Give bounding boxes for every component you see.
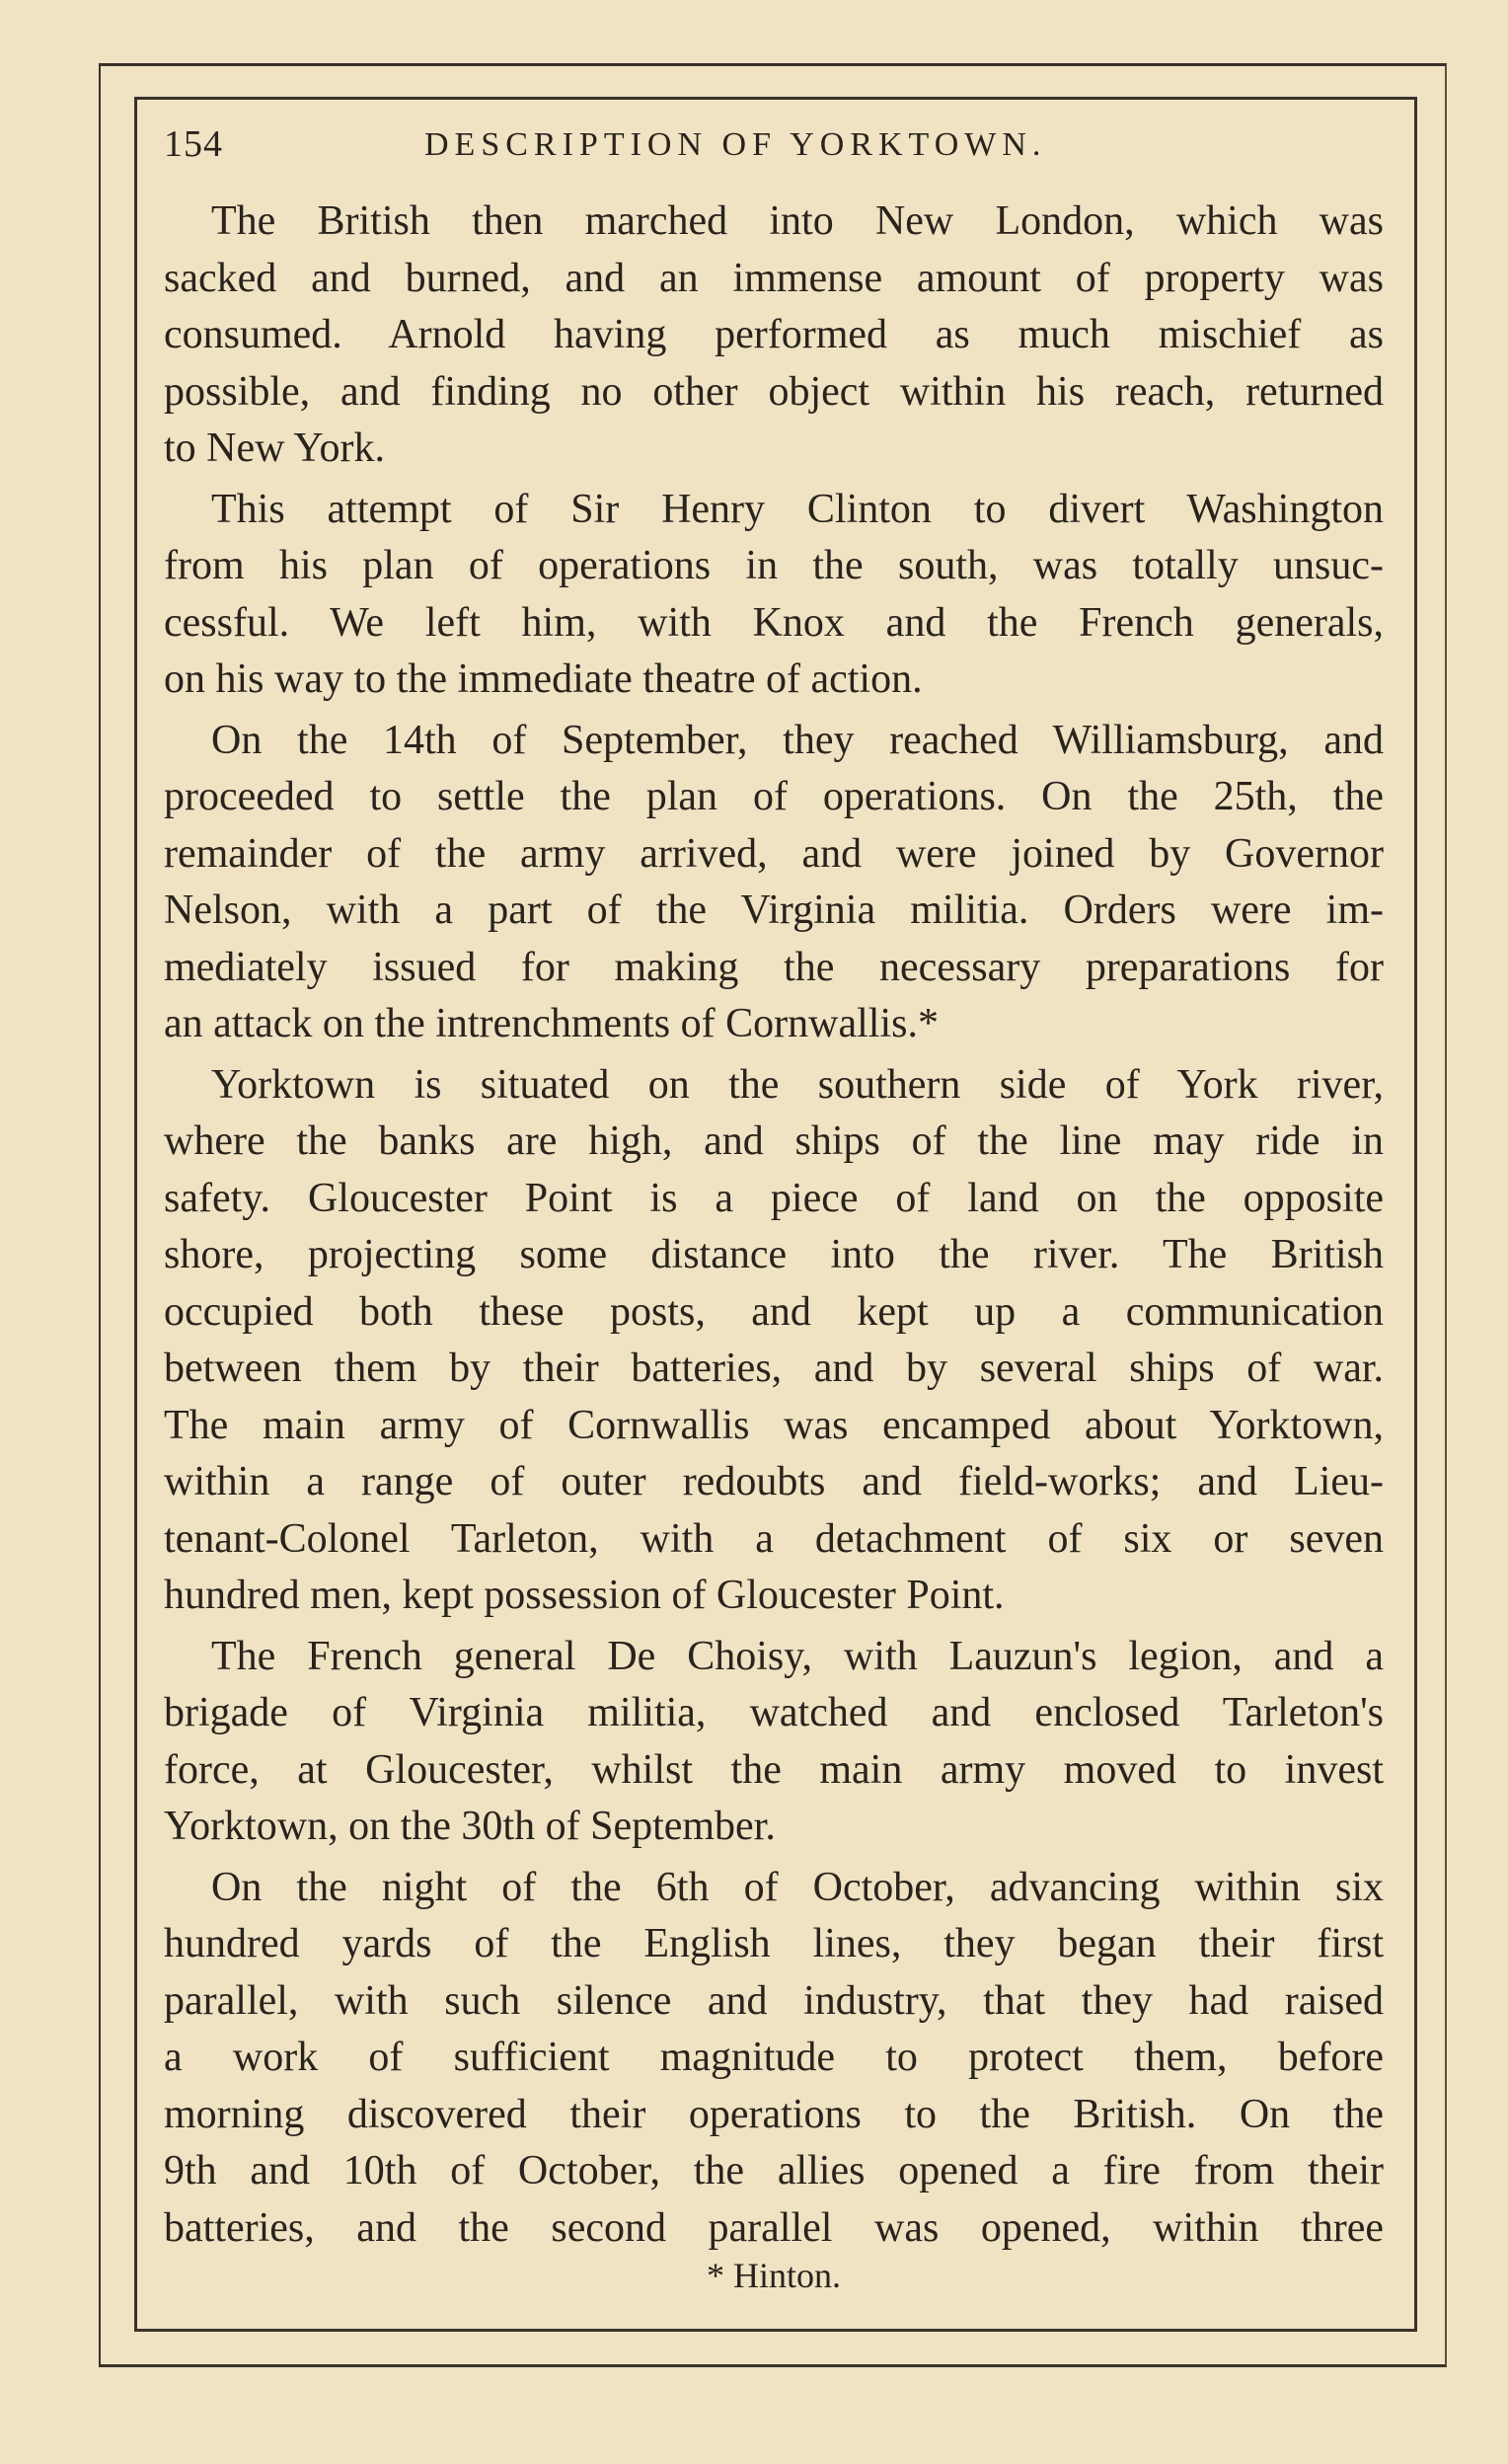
text-line: consumed. Arnold having performed as much mischief as	[164, 312, 1384, 357]
text-line: brigade of Virginia militia, watched and enclosed Tarleton's	[164, 1690, 1384, 1735]
text-line: parallel, with such silence and industry, that they had raised	[164, 1977, 1384, 2024]
page-header	[164, 122, 1384, 182]
text-line: on his way to the immediate theatre of action.	[164, 656, 923, 702]
text-line: tenant-Colonel Tarleton, with a detachment of six or seven	[164, 1515, 1384, 1562]
text-line: Yorktown, on the 30th of September.	[164, 1804, 776, 1849]
text-line: from his plan of operations in the south, was totally unsuc-	[164, 543, 1384, 588]
text-line: where the banks are high, and ships of the line may ride in	[164, 1118, 1384, 1164]
paragraph	[164, 193, 1384, 478]
text-line: proceeded to settle the plan of operations. On the 25th, the	[164, 774, 1384, 819]
text-line: a work of sufficient magnitude to protect them, before	[164, 2035, 1384, 2080]
paragraph	[164, 713, 1384, 1053]
text-line: The British then marched into New London, which was	[211, 198, 1384, 244]
text-line: The French general De Choisy, with Lauzun's legion, and a	[211, 1633, 1384, 1679]
text-line: between them by their batteries, and by several ships of war.	[164, 1346, 1384, 1391]
text-line: On the 14th of September, they reached Williamsburg, and	[211, 717, 1384, 763]
text-line: The main army of Cornwallis was encamped about Yorktown,	[164, 1402, 1384, 1448]
text-line: On the night of the 6th of October, advancing within six	[211, 1864, 1384, 1910]
text-line: morning discovered their operations to the British. On the	[164, 2091, 1384, 2137]
paragraph	[164, 482, 1384, 709]
text-line: This attempt of Sir Henry Clinton to divert Washington	[211, 486, 1384, 532]
text-line: an attack on the intrenchments of Cornwallis.*	[164, 1001, 939, 1046]
paragraph	[164, 1629, 1384, 1856]
text-line: force, at Gloucester, whilst the main army moved to invest	[164, 1746, 1384, 1793]
text-line: hundred yards of the English lines, they began their first	[164, 1921, 1384, 1966]
text-line: mediately issued for making the necessary preparations for	[164, 944, 1384, 990]
text-line: to New York.	[164, 425, 386, 471]
text-line: 9th and 10th of October, the allies opened a fire from their	[164, 2148, 1384, 2194]
text-line: remainder of the army arrived, and were joined by Governor	[164, 830, 1384, 877]
text-line: sacked and burned, and an immense amount of property was	[164, 255, 1384, 301]
page-number: 154	[164, 123, 223, 165]
text-line: safety. Gloucester Point is a piece of land on the opposite	[164, 1175, 1384, 1221]
text-line: cessful. We left him, with Knox and the French generals,	[164, 599, 1384, 646]
text-line: Yorktown is situated on the southern side of York river,	[211, 1061, 1384, 1108]
text-line: occupied both these posts, and kept up a communication	[164, 1288, 1384, 1335]
text-line: hundred men, kept possession of Gloucester Point.	[164, 1573, 1005, 1618]
text-line: batteries, and the second parallel was opened, within three	[164, 2204, 1384, 2251]
text-line: Nelson, with a part of the Virginia militia. Orders were im-	[164, 887, 1384, 933]
paragraph	[164, 1860, 1384, 2258]
text-line: within a range of outer redoubts and field-works; and Lieu-	[164, 1459, 1384, 1504]
paragraph	[164, 1057, 1384, 1625]
running-head: DESCRIPTION OF YORKTOWN.	[424, 126, 1047, 163]
body-text	[164, 193, 1384, 2257]
text-line: shore, projecting some distance into the river. The British	[164, 1232, 1384, 1277]
text-line: possible, and finding no other object within his reach, returned	[164, 368, 1384, 415]
footnote: * Hinton.	[706, 2256, 841, 2295]
